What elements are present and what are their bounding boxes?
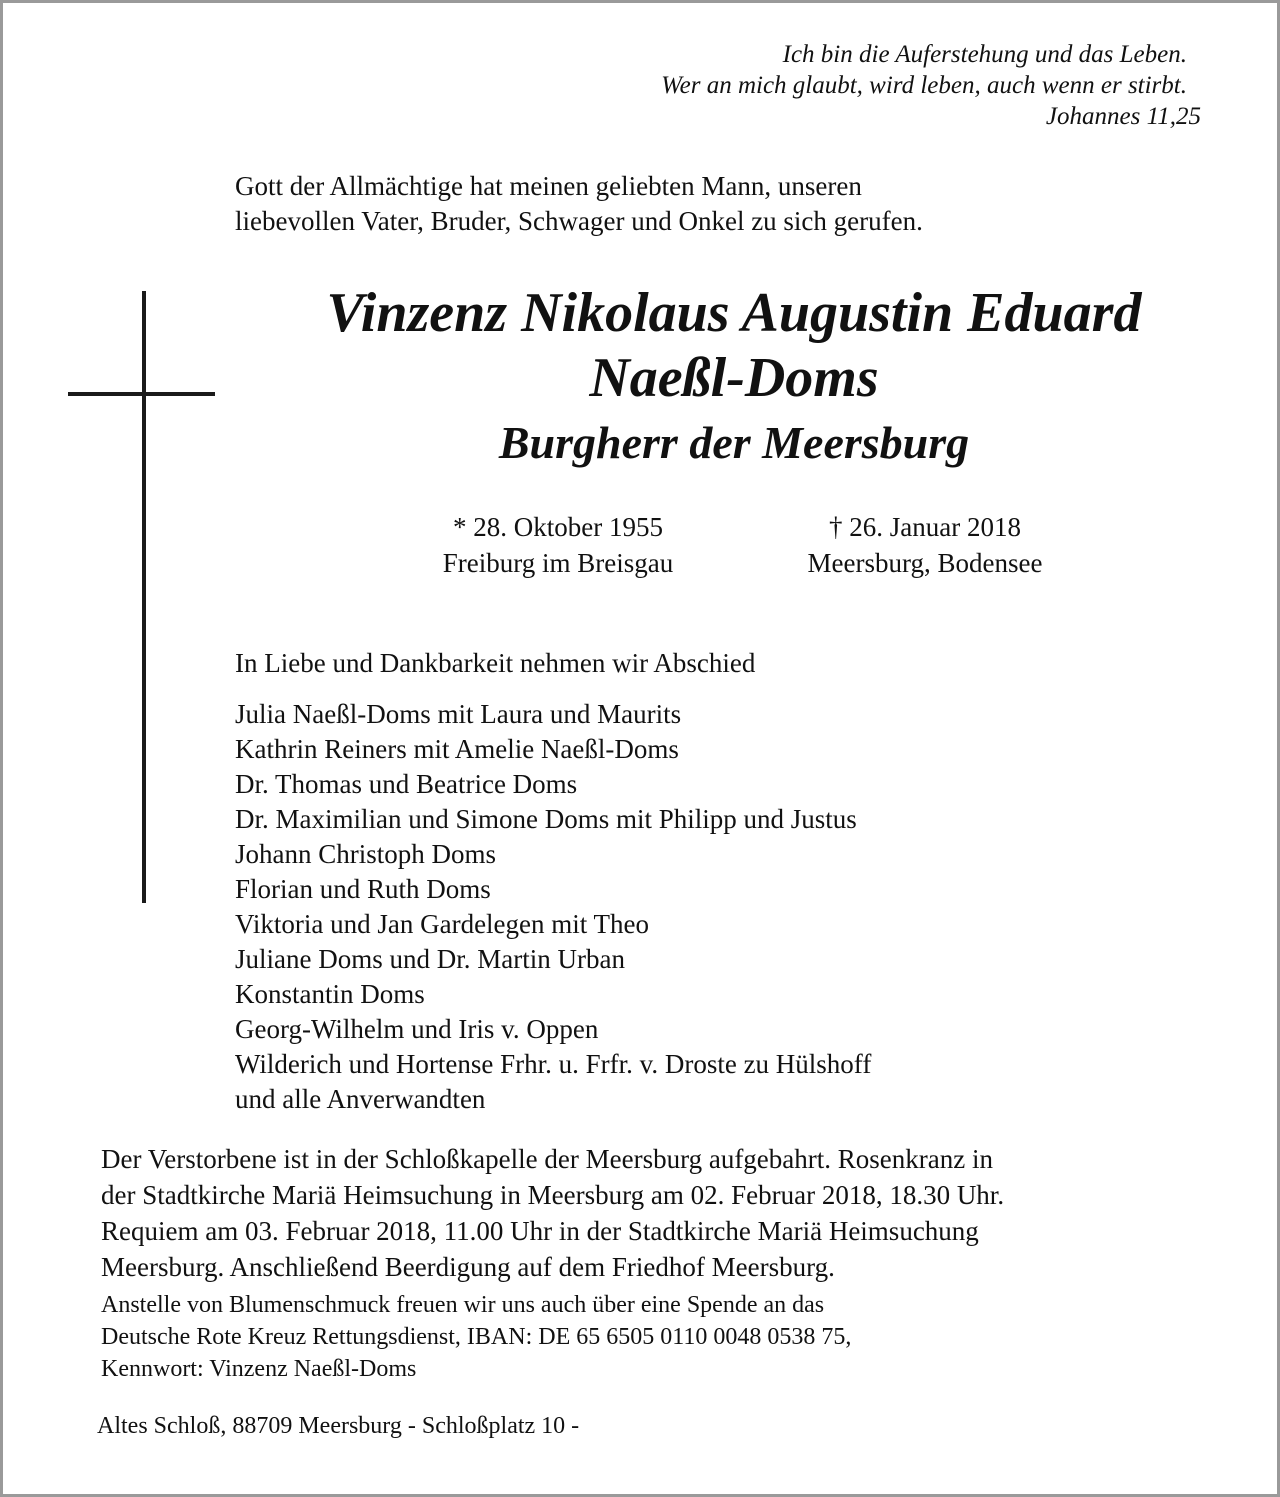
list-item: Wilderich und Hortense Frhr. u. Frfr. v. Droste zu Hülshoff — [235, 1049, 872, 1079]
list-item: Julia Naeßl-Doms mit Laura und Maurits — [235, 699, 682, 729]
birth-date: * 28. Oktober 1955 — [453, 512, 663, 542]
list-item: Konstantin Doms — [235, 979, 425, 1009]
cross-vertical-bar — [142, 291, 146, 903]
service-line-3: Requiem am 03. Februar 2018, 11.00 Uhr in der Stadtkirche Mariä Heimsuchung — [101, 1216, 979, 1246]
birth-info — [413, 509, 703, 581]
service-line-2: der Stadtkirche Mariä Heimsuchung in Meersburg am 02. Februar 2018, 18.30 Uhr. — [101, 1180, 1005, 1210]
list-item: Johann Christoph Doms — [235, 839, 497, 869]
donation-line-1: Anstelle von Blumenschmuck freuen wir uns auch über eine Spende an das — [101, 1292, 825, 1318]
list-item: Kathrin Reiners mit Amelie Naeßl-Doms — [235, 734, 679, 764]
intro-line-1: Gott der Allmächtige hat meinen geliebten Mann, unseren — [235, 171, 862, 201]
list-item: Dr. Thomas und Beatrice Doms — [235, 769, 578, 799]
verse-reference: Johannes 11,25 — [1045, 103, 1201, 130]
family-address: Altes Schloß, 88709 Meersburg - Schloßplatz 10 - — [97, 1413, 580, 1439]
intro-line-2: liebevollen Vater, Bruder, Schwager und Onkel zu sich gerufen. — [235, 206, 923, 236]
list-item: Juliane Doms und Dr. Martin Urban — [235, 944, 625, 974]
service-line-1: Der Verstorbene ist in der Schloßkapelle der Meersburg aufgebahrt. Rosenkranz in — [101, 1144, 993, 1174]
list-item: Florian und Ruth Doms — [235, 874, 491, 904]
mourners-list — [235, 697, 871, 1117]
service-line-4: Meersburg. Anschließend Beerdigung auf dem Friedhof Meersburg. — [101, 1252, 835, 1282]
donation-line-3: Kennwort: Vinzenz Naeßl-Doms — [101, 1356, 417, 1382]
intro-text — [235, 169, 923, 239]
death-place: Meersburg, Bodensee — [807, 548, 1043, 578]
farewell-line: In Liebe und Dankbarkeit nehmen wir Abschied — [235, 648, 756, 678]
deceased-name-line-2: Naeßl-Doms — [589, 347, 879, 409]
cross-horizontal-bar — [68, 392, 215, 396]
deceased-name-block — [233, 281, 1235, 475]
death-date: † 26. Januar 2018 — [829, 512, 1021, 542]
birth-place: Freiburg im Breisgau — [442, 548, 674, 578]
deceased-title: Burgherr der Meersburg — [498, 417, 970, 468]
donation-request — [101, 1289, 851, 1385]
verse-line-2: Wer an mich glaubt, wird leben, auch wenn er stirbt. — [661, 72, 1187, 99]
list-item: Georg-Wilhelm und Iris v. Oppen — [235, 1014, 599, 1044]
bible-verse — [661, 39, 1201, 132]
list-item: Dr. Maximilian und Simone Doms mit Philipp und Justus — [235, 804, 857, 834]
verse-line-1: Ich bin die Auferstehung und das Leben. — [782, 41, 1187, 68]
deceased-name-line-1: Vinzenz Nikolaus Augustin Eduard — [326, 282, 1142, 344]
donation-line-2: Deutsche Rote Kreuz Rettungsdienst, IBAN: DE 65 6505 0110 0048 0538 75, — [101, 1324, 852, 1350]
death-info — [775, 509, 1075, 581]
list-item: Viktoria und Jan Gardelegen mit Theo — [235, 909, 650, 939]
list-item: und alle Anverwandten — [235, 1084, 486, 1114]
service-details — [101, 1141, 1004, 1285]
